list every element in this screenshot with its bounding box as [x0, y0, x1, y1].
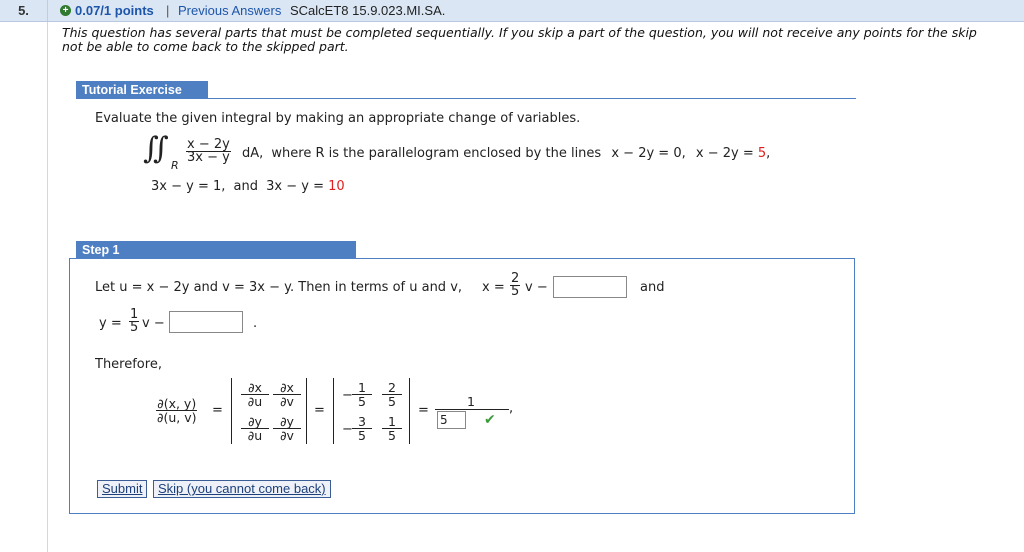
det-bar-left-2 [333, 378, 334, 444]
notice-line-2: not be able to come back to the skipped part. [62, 39, 349, 54]
skip-button[interactable]: Skip (you cannot come back) [153, 480, 331, 498]
equals-2: = [314, 403, 325, 418]
equals-3: = [418, 403, 429, 418]
partial-y-v: ∂y ∂v [273, 415, 301, 442]
region-subscript: R [171, 159, 179, 172]
line-1: x − 2y = 0, [611, 146, 686, 161]
y-period: . [253, 316, 258, 331]
partial-x-v: ∂x ∂v [273, 381, 301, 408]
step-1-header: Step 1 [76, 241, 356, 259]
line-3: 3x − y = 1, [151, 179, 226, 194]
x-equals: x = [482, 280, 505, 295]
question-header [0, 0, 1024, 22]
instruction-text: Evaluate the given integral by making an appropriate change of variables. [95, 111, 581, 126]
question-number: 5. [0, 0, 48, 21]
double-integral-sign: ∬ [143, 131, 169, 166]
partial-x-u: ∂x ∂u [241, 381, 269, 408]
n11-sign: − [342, 388, 353, 403]
y-v-minus: v − [142, 316, 165, 331]
x-fraction [510, 273, 520, 298]
result-denominator-input[interactable]: 5 [437, 411, 466, 429]
n21-sign: − [342, 422, 353, 437]
previous-answers-link[interactable]: Previous Answers [178, 3, 282, 18]
y-equals: y = [99, 316, 122, 331]
tutorial-header: Tutorial Exercise [76, 81, 208, 99]
line-2-suffix: , [766, 146, 771, 161]
expand-plus-icon[interactable]: + [60, 5, 71, 16]
jacobian-den: ∂(u, v) [157, 410, 197, 425]
jacobian-fraction [156, 397, 197, 424]
y-frac-den: 5 [130, 320, 139, 335]
let-text: Let u = x − 2y and v = 3x − y. Then in terms of u and v, [95, 280, 463, 295]
x-answer-input[interactable] [553, 276, 627, 298]
line-4-value: 10 [328, 179, 345, 194]
entry-21: 3 5 [352, 415, 372, 442]
and-word: and [233, 179, 258, 194]
line-2-prefix: x − 2y = [695, 146, 758, 161]
det-bar-right-1 [306, 378, 307, 444]
notice-line-1: This question has several parts that must be completed sequentially. If you skip a part of the question, you will not receive any points for the skip [62, 25, 977, 40]
y-answer-input[interactable] [169, 311, 243, 333]
entry-11: 1 5 [352, 381, 372, 408]
y-fraction [129, 309, 139, 334]
det-bar-left-1 [231, 378, 232, 444]
therefore-text: Therefore, [95, 357, 162, 372]
sequential-notice [62, 26, 1024, 54]
integral-second-line [151, 179, 345, 194]
x-frac-num: 2 [511, 271, 520, 286]
x-v-minus: v − [525, 280, 548, 295]
result-fraction-bar [435, 409, 509, 410]
submit-button[interactable]: Submit [97, 480, 147, 498]
and-text: and [640, 280, 665, 295]
result-numerator: 1 [467, 394, 475, 409]
where-text: where R is the parallelogram enclosed by the lines [271, 146, 602, 161]
question-id: SCalcET8 15.9.023.MI.SA. [290, 3, 446, 18]
correct-check-icon: ✔ [484, 412, 496, 428]
integrand-denominator: 3x − y [187, 150, 230, 165]
jacobian-num: ∂(x, y) [157, 396, 197, 411]
tutorial-rule [76, 98, 856, 99]
equals-1: = [212, 403, 223, 418]
entry-12: 2 5 [382, 381, 402, 408]
line-2-value: 5 [757, 146, 767, 161]
result-comma: , [509, 401, 514, 416]
points-label: 0.07/1 points [75, 3, 154, 18]
left-rule [47, 22, 48, 552]
integral-line-text [242, 146, 770, 161]
x-frac-den: 5 [511, 284, 520, 299]
integrand-numerator: x − 2y [187, 137, 230, 152]
line-4-prefix: 3x − y = [266, 179, 329, 194]
dA-text: dA, [242, 146, 264, 161]
step-1-box [69, 258, 855, 514]
header-separator: | [166, 3, 170, 18]
y-frac-num: 1 [130, 307, 139, 322]
det-bar-right-2 [409, 378, 410, 444]
partial-y-u: ∂y ∂u [241, 415, 269, 442]
integrand-fraction [186, 139, 231, 164]
entry-22: 1 5 [382, 415, 402, 442]
